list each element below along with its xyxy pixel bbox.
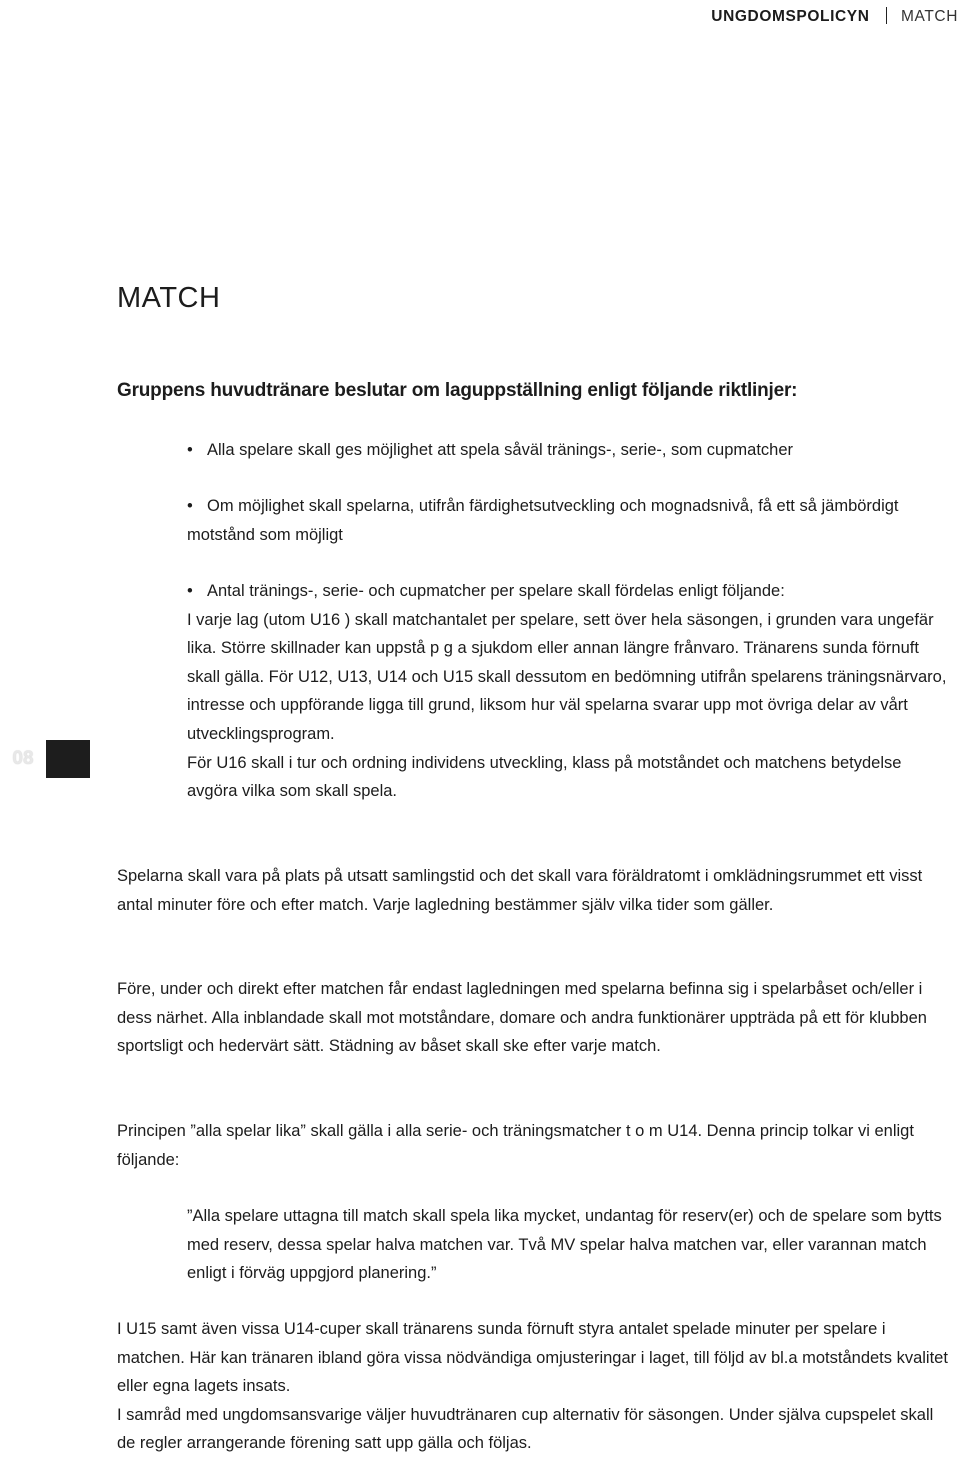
body-paragraph: I samråd med ungdomsansvarige väljer huvudtränaren cup alternativ för säsongen. Under själva cupspelet skall de regler arrangerande förening satt upp gälla och följas. <box>117 1405 934 1453</box>
body-paragraph: Spelarna skall vara på plats på utsatt samlingstid och det skall vara föräldratomt i omklädningsrummet ett visst antal minuter före och efter match. Varje lagledning bestämmer själv vilka tider som gäller. <box>117 867 923 914</box>
body-paragraph: I U15 samt även vissa U14-cuper skall tränarens sunda förnuft styra antalet spelade minuter per spelare i matchen. Här kan tränaren ibland göra vissa nödvändiga omjusteringar i laget, till följd av bl.a motståndets kvalitet eller egna lagets insats. <box>117 1320 948 1396</box>
bullet-dot: • <box>187 441 193 459</box>
bullet-item <box>187 436 947 465</box>
chapter-tab-block <box>46 740 90 778</box>
intro-heading: Gruppens huvudtränare beslutar om laguppställning enligt följande riktlinjer: <box>117 380 798 401</box>
bullet-text: Alla spelare skall ges möjlighet att spela såväl tränings-, serie-, som cupmatcher <box>207 441 794 459</box>
bullet-item <box>187 492 947 549</box>
chapter-number: 08 <box>0 740 46 778</box>
body-paragraph: Före, under och direkt efter matchen får endast lagledningen med spelarna befinna sig i spelarbåset och/eller i dess närhet. Alla inblandade skall mot motståndare, domare och andra funktionärer uppträda på ett för klubben sportsligt och hedervärt sätt. Städning av båset skall ske efter varje match. <box>117 980 927 1056</box>
principle-quote: ”Alla spelare uttagna till match skall spela lika mycket, undantag för reserv(er) och de spelare som bytts med reserv, dessa spelar halva matchen var. Två MV spelar halva matchen var, eller varannan match enligt i förväg uppgjord planering.” <box>187 1207 942 1283</box>
header-policy-label: UNGDOMSPOLICYN <box>711 8 870 25</box>
header-section-label: MATCH <box>901 8 958 25</box>
bullet-dot: • <box>187 582 193 600</box>
bullet-dot: • <box>187 497 193 515</box>
bullet-detail: För U16 skall i tur och ordning individens utveckling, klass på motståndet och matchens betydelse avgöra vilka som skall spela. <box>187 753 902 801</box>
bullet-detail: I varje lag (utom U16 ) skall matchantalet per spelare, sett över hela säsongen, i grunden vara ungefär lika. Större skillnader kan uppstå p g a sjukdom eller annan längre frånvaro. Tränarens sunda förnuft skall gälla. För U12, U13, U14 och U15 skall dessutom en bedömning utifrån spelarens träningsnärvaro, intresse och uppförande ligga till grund, liksom hur väl spelarna svarar upp mot övriga delar av vårt utvecklingsprogram. <box>187 610 947 743</box>
body-paragraph: Principen ”alla spelar lika” skall gälla i alla serie- och träningsmatcher t o m U14. Denna princip tolkar vi enligt följande: <box>117 1122 914 1169</box>
page-title: MATCH <box>117 282 221 314</box>
running-header <box>711 5 960 29</box>
bullet-text: Om möjlighet skall spelarna, utifrån färdighetsutveckling och mognadsnivå, få ett så jämbördigt motstånd som möjligt <box>187 497 899 544</box>
bullet-text: Antal tränings-, serie- och cupmatcher per spelare skall fördelas enligt följande: <box>207 582 785 600</box>
closing-section <box>117 1315 952 1458</box>
header-divider <box>886 7 888 24</box>
bullet-item <box>187 577 947 806</box>
